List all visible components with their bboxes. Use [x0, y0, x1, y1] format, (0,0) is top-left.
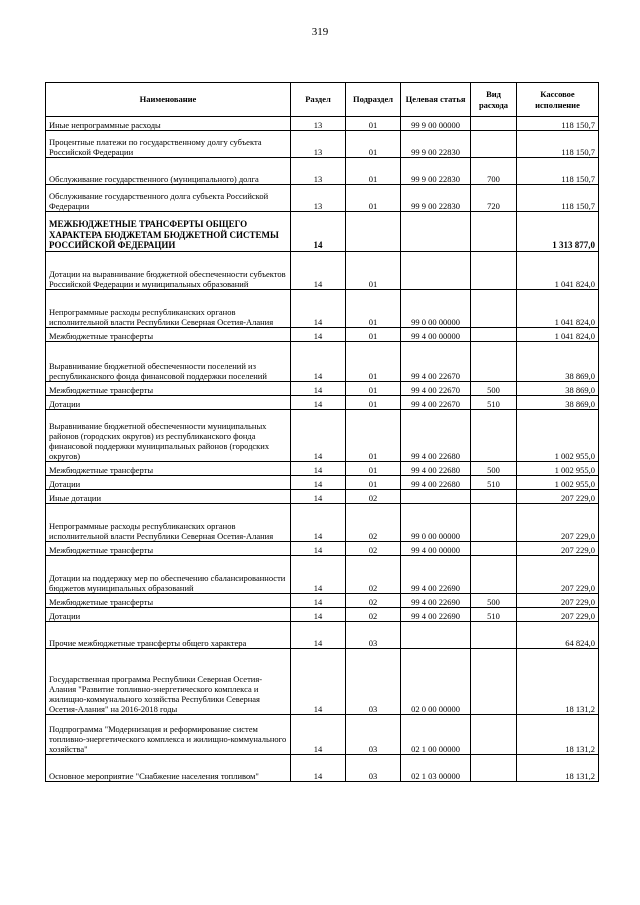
row-target-article: 99 9 00 22830 [401, 158, 471, 185]
row-amount: 1 041 824,0 [517, 290, 599, 328]
row-podrazdel: 01 [346, 117, 401, 131]
row-razdel: 14 [291, 649, 346, 715]
row-razdel: 14 [291, 212, 346, 252]
row-razdel: 14 [291, 290, 346, 328]
row-podrazdel: 02 [346, 608, 401, 622]
row-amount: 38 869,0 [517, 342, 599, 382]
row-target-article: 99 4 00 22690 [401, 608, 471, 622]
row-amount: 207 229,0 [517, 608, 599, 622]
header-cash-execution: Кассовое исполнение [517, 83, 599, 117]
row-razdel: 14 [291, 490, 346, 504]
table-row [46, 342, 599, 382]
table-row [46, 396, 599, 410]
header-target-article: Целевая статья [401, 83, 471, 117]
row-razdel: 14 [291, 755, 346, 782]
row-podrazdel: 03 [346, 755, 401, 782]
row-name: Прочие межбюджетные трансферты общего характера [46, 622, 291, 649]
row-razdel: 14 [291, 476, 346, 490]
row-podrazdel: 02 [346, 542, 401, 556]
row-target-article: 99 9 00 00000 [401, 117, 471, 131]
row-expense-type [471, 556, 517, 594]
row-razdel: 14 [291, 594, 346, 608]
table-row [46, 212, 599, 252]
row-expense-type: 500 [471, 382, 517, 396]
row-target-article: 99 4 00 22680 [401, 462, 471, 476]
page-number: 319 [311, 26, 329, 38]
row-podrazdel: 01 [346, 158, 401, 185]
row-name: Межбюджетные трансферты [46, 462, 291, 476]
row-razdel: 14 [291, 622, 346, 649]
table-row [46, 490, 599, 504]
row-podrazdel: 01 [346, 476, 401, 490]
table-row [46, 382, 599, 396]
row-podrazdel: 01 [346, 252, 401, 290]
row-razdel: 14 [291, 382, 346, 396]
row-target-article [401, 252, 471, 290]
row-expense-type [471, 212, 517, 252]
row-razdel: 14 [291, 342, 346, 382]
row-razdel: 14 [291, 542, 346, 556]
table-row [46, 755, 599, 782]
row-razdel: 13 [291, 117, 346, 131]
row-target-article: 99 9 00 22830 [401, 185, 471, 212]
header-podrazdel: Подраздел [346, 83, 401, 117]
row-amount: 1 002 955,0 [517, 410, 599, 462]
row-expense-type [471, 715, 517, 755]
table-row [46, 410, 599, 462]
row-expense-type [471, 490, 517, 504]
row-target-article: 02 0 00 00000 [401, 649, 471, 715]
row-amount: 1 041 824,0 [517, 252, 599, 290]
row-name: Основное мероприятие "Снабжение населения топливом" [46, 755, 291, 782]
row-expense-type [471, 622, 517, 649]
row-amount: 207 229,0 [517, 594, 599, 608]
row-podrazdel: 02 [346, 504, 401, 542]
row-podrazdel: 01 [346, 342, 401, 382]
row-podrazdel: 01 [346, 290, 401, 328]
row-name: МЕЖБЮДЖЕТНЫЕ ТРАНСФЕРТЫ ОБЩЕГО ХАРАКТЕРА БЮДЖЕТАМ БЮДЖЕТНОЙ СИСТЕМЫ РОССИЙСКОЙ ФЕДЕРАЦИИ [46, 212, 291, 252]
row-name: Подпрограмма "Модернизация и реформирование систем топливно-энергетического комплекса и жилищно-коммунального хозяйства" [46, 715, 291, 755]
row-name: Обслуживание государственного долга субъекта Российской Федерации [46, 185, 291, 212]
row-expense-type [471, 131, 517, 158]
table-row [46, 504, 599, 542]
row-razdel: 14 [291, 462, 346, 476]
row-amount: 1 313 877,0 [517, 212, 599, 252]
row-expense-type: 700 [471, 158, 517, 185]
row-expense-type [471, 755, 517, 782]
row-name: Выравнивание бюджетной обеспеченности муниципальных районов (городских округов) из республиканского фонда финансовой поддержки муниципальных районов (городских округов) [46, 410, 291, 462]
row-razdel: 13 [291, 158, 346, 185]
header-expense-type: Вид расхода [471, 83, 517, 117]
row-name: Межбюджетные трансферты [46, 542, 291, 556]
row-amount: 207 229,0 [517, 504, 599, 542]
row-podrazdel [346, 212, 401, 252]
row-name: Дотации [46, 608, 291, 622]
row-razdel: 14 [291, 328, 346, 342]
row-podrazdel: 01 [346, 382, 401, 396]
row-expense-type: 500 [471, 594, 517, 608]
row-amount: 1 002 955,0 [517, 476, 599, 490]
budget-execution-table [45, 82, 599, 782]
row-podrazdel: 02 [346, 490, 401, 504]
row-name: Государственная программа Республики Северная Осетия-Алания "Развитие топливно-энергетического комплекса и жилищно-коммунального хозяйства Республики Северная Осетия-Алания" на 2016-2018 годы [46, 649, 291, 715]
row-amount: 18 131,2 [517, 715, 599, 755]
table-row [46, 158, 599, 185]
row-name: Непрограммные расходы республиканских органов исполнительной власти Республики Северная Осетия-Алания [46, 504, 291, 542]
table-row [46, 649, 599, 715]
row-expense-type [471, 117, 517, 131]
row-target-article: 99 0 00 00000 [401, 290, 471, 328]
row-amount: 1 002 955,0 [517, 462, 599, 476]
table-row [46, 462, 599, 476]
row-podrazdel: 01 [346, 462, 401, 476]
table-row [46, 185, 599, 212]
row-name: Обслуживание государственного (муниципального) долга [46, 158, 291, 185]
row-podrazdel: 02 [346, 594, 401, 608]
row-podrazdel: 02 [346, 556, 401, 594]
table-row [46, 622, 599, 649]
row-razdel: 14 [291, 410, 346, 462]
row-name: Дотации на выравнивание бюджетной обеспеченности субъектов Российской Федерации и муниципальных образований [46, 252, 291, 290]
row-name: Межбюджетные трансферты [46, 594, 291, 608]
row-expense-type [471, 328, 517, 342]
row-razdel: 14 [291, 715, 346, 755]
row-expense-type [471, 504, 517, 542]
row-amount: 207 229,0 [517, 490, 599, 504]
row-expense-type: 510 [471, 608, 517, 622]
row-target-article: 99 9 00 22830 [401, 131, 471, 158]
row-amount: 38 869,0 [517, 396, 599, 410]
table-row [46, 476, 599, 490]
row-podrazdel: 03 [346, 715, 401, 755]
row-razdel: 14 [291, 396, 346, 410]
row-amount: 18 131,2 [517, 755, 599, 782]
row-target-article: 99 4 00 00000 [401, 542, 471, 556]
row-target-article: 99 4 00 22690 [401, 556, 471, 594]
row-target-article: 99 4 00 22670 [401, 342, 471, 382]
row-target-article: 99 4 00 22690 [401, 594, 471, 608]
row-target-article: 99 0 00 00000 [401, 504, 471, 542]
row-name: Межбюджетные трансферты [46, 328, 291, 342]
row-expense-type [471, 410, 517, 462]
row-razdel: 13 [291, 185, 346, 212]
table-row [46, 594, 599, 608]
table-row [46, 556, 599, 594]
row-expense-type: 510 [471, 476, 517, 490]
table-row [46, 117, 599, 131]
row-expense-type [471, 290, 517, 328]
header-name: Наименование [46, 83, 291, 117]
row-amount: 118 150,7 [517, 158, 599, 185]
row-amount: 38 869,0 [517, 382, 599, 396]
row-amount: 118 150,7 [517, 117, 599, 131]
row-name: Дотации [46, 476, 291, 490]
table-row [46, 715, 599, 755]
row-target-article: 99 4 00 22670 [401, 396, 471, 410]
table-header-row [46, 83, 599, 117]
row-amount: 18 131,2 [517, 649, 599, 715]
row-podrazdel: 01 [346, 410, 401, 462]
row-podrazdel: 01 [346, 185, 401, 212]
row-expense-type [471, 252, 517, 290]
row-target-article [401, 212, 471, 252]
row-amount: 1 041 824,0 [517, 328, 599, 342]
row-amount: 64 824,0 [517, 622, 599, 649]
row-name: Дотации [46, 396, 291, 410]
row-podrazdel: 01 [346, 396, 401, 410]
row-razdel: 13 [291, 131, 346, 158]
table-row [46, 290, 599, 328]
row-razdel: 14 [291, 504, 346, 542]
row-podrazdel: 01 [346, 328, 401, 342]
row-name: Иные дотации [46, 490, 291, 504]
row-expense-type: 720 [471, 185, 517, 212]
row-name: Процентные платежи по государственному долгу субъекта Российской Федерации [46, 131, 291, 158]
row-podrazdel: 01 [346, 131, 401, 158]
row-expense-type [471, 342, 517, 382]
row-target-article: 02 1 00 00000 [401, 715, 471, 755]
row-name: Иные непрограммные расходы [46, 117, 291, 131]
row-target-article [401, 490, 471, 504]
row-target-article: 99 4 00 22680 [401, 476, 471, 490]
row-amount: 118 150,7 [517, 131, 599, 158]
row-name: Выравнивание бюджетной обеспеченности поселений из республиканского фонда финансовой поддержки поселений [46, 342, 291, 382]
table-row [46, 252, 599, 290]
row-target-article: 99 4 00 22680 [401, 410, 471, 462]
row-name: Межбюджетные трансферты [46, 382, 291, 396]
row-target-article [401, 622, 471, 649]
row-razdel: 14 [291, 556, 346, 594]
row-podrazdel: 03 [346, 649, 401, 715]
row-amount: 207 229,0 [517, 542, 599, 556]
row-target-article: 99 4 00 22670 [401, 382, 471, 396]
row-name: Дотации на поддержку мер по обеспечению сбалансированности бюджетов муниципальных образований [46, 556, 291, 594]
table-row [46, 542, 599, 556]
table-row [46, 131, 599, 158]
row-expense-type [471, 649, 517, 715]
row-amount: 118 150,7 [517, 185, 599, 212]
table-row [46, 608, 599, 622]
row-name: Непрограммные расходы республиканских органов исполнительной власти Республики Северная Осетия-Алания [46, 290, 291, 328]
row-target-article: 02 1 03 00000 [401, 755, 471, 782]
table-row [46, 328, 599, 342]
row-amount: 207 229,0 [517, 556, 599, 594]
header-razdel: Раздел [291, 83, 346, 117]
row-expense-type: 500 [471, 462, 517, 476]
row-podrazdel: 03 [346, 622, 401, 649]
row-expense-type [471, 542, 517, 556]
row-target-article: 99 4 00 00000 [401, 328, 471, 342]
row-expense-type: 510 [471, 396, 517, 410]
row-razdel: 14 [291, 252, 346, 290]
row-razdel: 14 [291, 608, 346, 622]
